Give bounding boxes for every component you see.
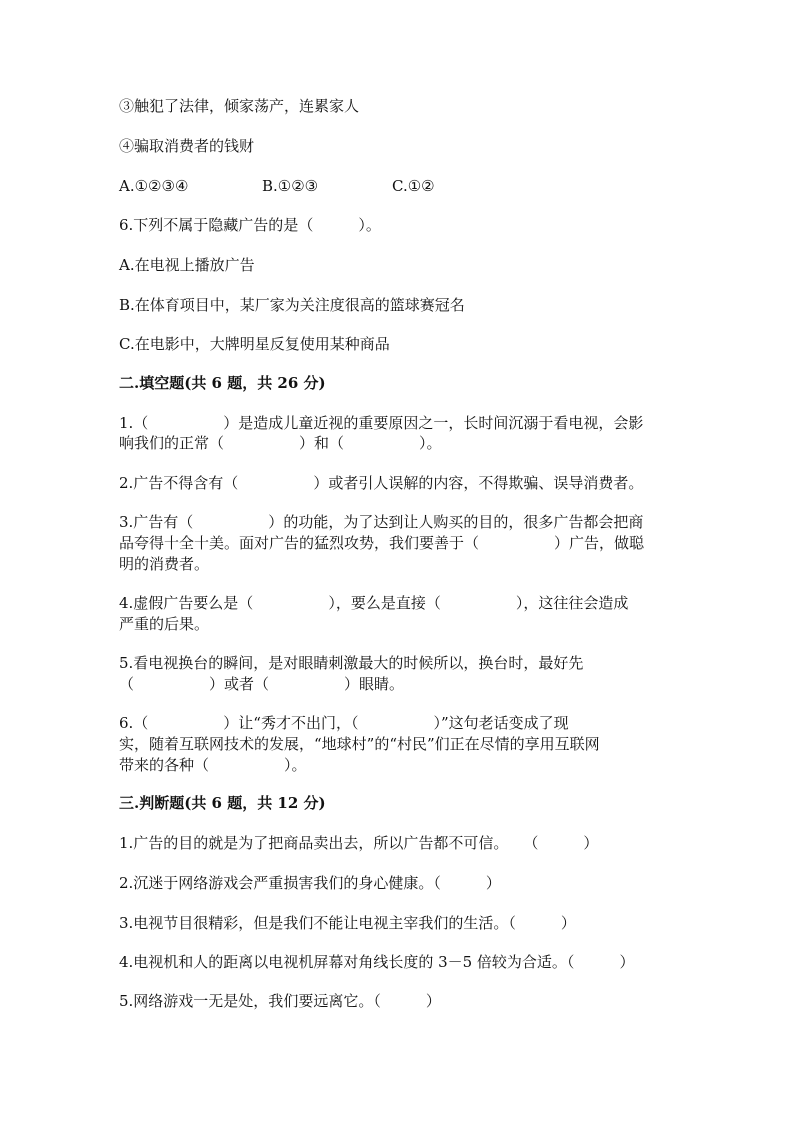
q5-option-b: B.①②③	[262, 177, 319, 195]
judge-q1: 1.广告的目的就是为了把商品卖出去，所以广告都不可信。 （ ）	[119, 834, 599, 852]
q5-option-c: C.①②	[392, 177, 435, 195]
fill-q5-line1: 5.看电视换台的瞬间，是对眼睛刺激最大的时候所以，换台时，最好先	[119, 654, 584, 672]
fill-q3-line3: 明的消费者。	[119, 555, 210, 573]
judge-q4: 4.电视机和人的距离以电视机屏幕对角线长度的 3－5 倍较为合适。（ ）	[119, 953, 635, 971]
choice-item-4: ④骗取消费者的钱财	[119, 137, 255, 155]
fill-q6-line1: 6.（ ）让“秀才不出门，（ ）”这句老话变成了现	[119, 714, 569, 732]
q6-option-b: B.在体育项目中，某厂家为关注度很高的篮球赛冠名	[119, 296, 465, 314]
judge-q5: 5.网络游戏一无是处，我们要远离它。（ ）	[119, 992, 441, 1010]
fill-q4-line2: 严重的后果。	[119, 615, 210, 633]
fill-q1-line1: 1.（ ）是造成儿童近视的重要原因之一，长时间沉溺于看电视，会影	[119, 414, 644, 432]
fill-q3-line1: 3.广告有（ ）的功能，为了达到让人购买的目的，很多广告都会把商	[119, 513, 644, 531]
q6-stem: 6.下列不属于隐藏广告的是（ ）。	[119, 216, 381, 234]
choice-item-3: ③触犯了法律，倾家荡产，连累家人	[119, 97, 360, 115]
fill-q6-line2: 实，随着互联网技术的发展，“地球村”的“村民”们正在尽情的享用互联网	[119, 735, 600, 753]
fill-q3-line2: 品夸得十全十美。面对广告的猛烈攻势，我们要善于（ ）广告，做聪	[119, 534, 645, 552]
fill-q1-line2: 响我们的正常（ ）和（ ）。	[119, 434, 442, 452]
judge-q2: 2.沉迷于网络游戏会严重损害我们的身心健康。（ ）	[119, 874, 501, 892]
q6-option-a: A.在电视上播放广告	[119, 256, 255, 274]
judge-q3: 3.电视节目很精彩，但是我们不能让电视主宰我们的生活。（ ）	[119, 914, 576, 932]
fill-q4-line1: 4.虚假广告要么是（ ），要么是直接（ ），这往往会造成	[119, 594, 629, 612]
fill-q5-line2: （ ）或者（ ）眼睛。	[119, 675, 405, 693]
q6-option-c: C.在电影中，大牌明星反复使用某种商品	[119, 335, 390, 353]
q5-option-a: A.①②③④	[119, 177, 189, 195]
fill-q2: 2.广告不得含有（ ）或者引人误解的内容，不得欺骗、误导消费者。	[119, 474, 644, 492]
section-heading-true-false: 三.判断题(共 6 题，共 12 分)	[119, 794, 326, 812]
fill-q6-line3: 带来的各种（ ）。	[119, 756, 307, 774]
section-heading-fill-in: 二.填空题(共 6 题，共 26 分)	[119, 374, 326, 392]
